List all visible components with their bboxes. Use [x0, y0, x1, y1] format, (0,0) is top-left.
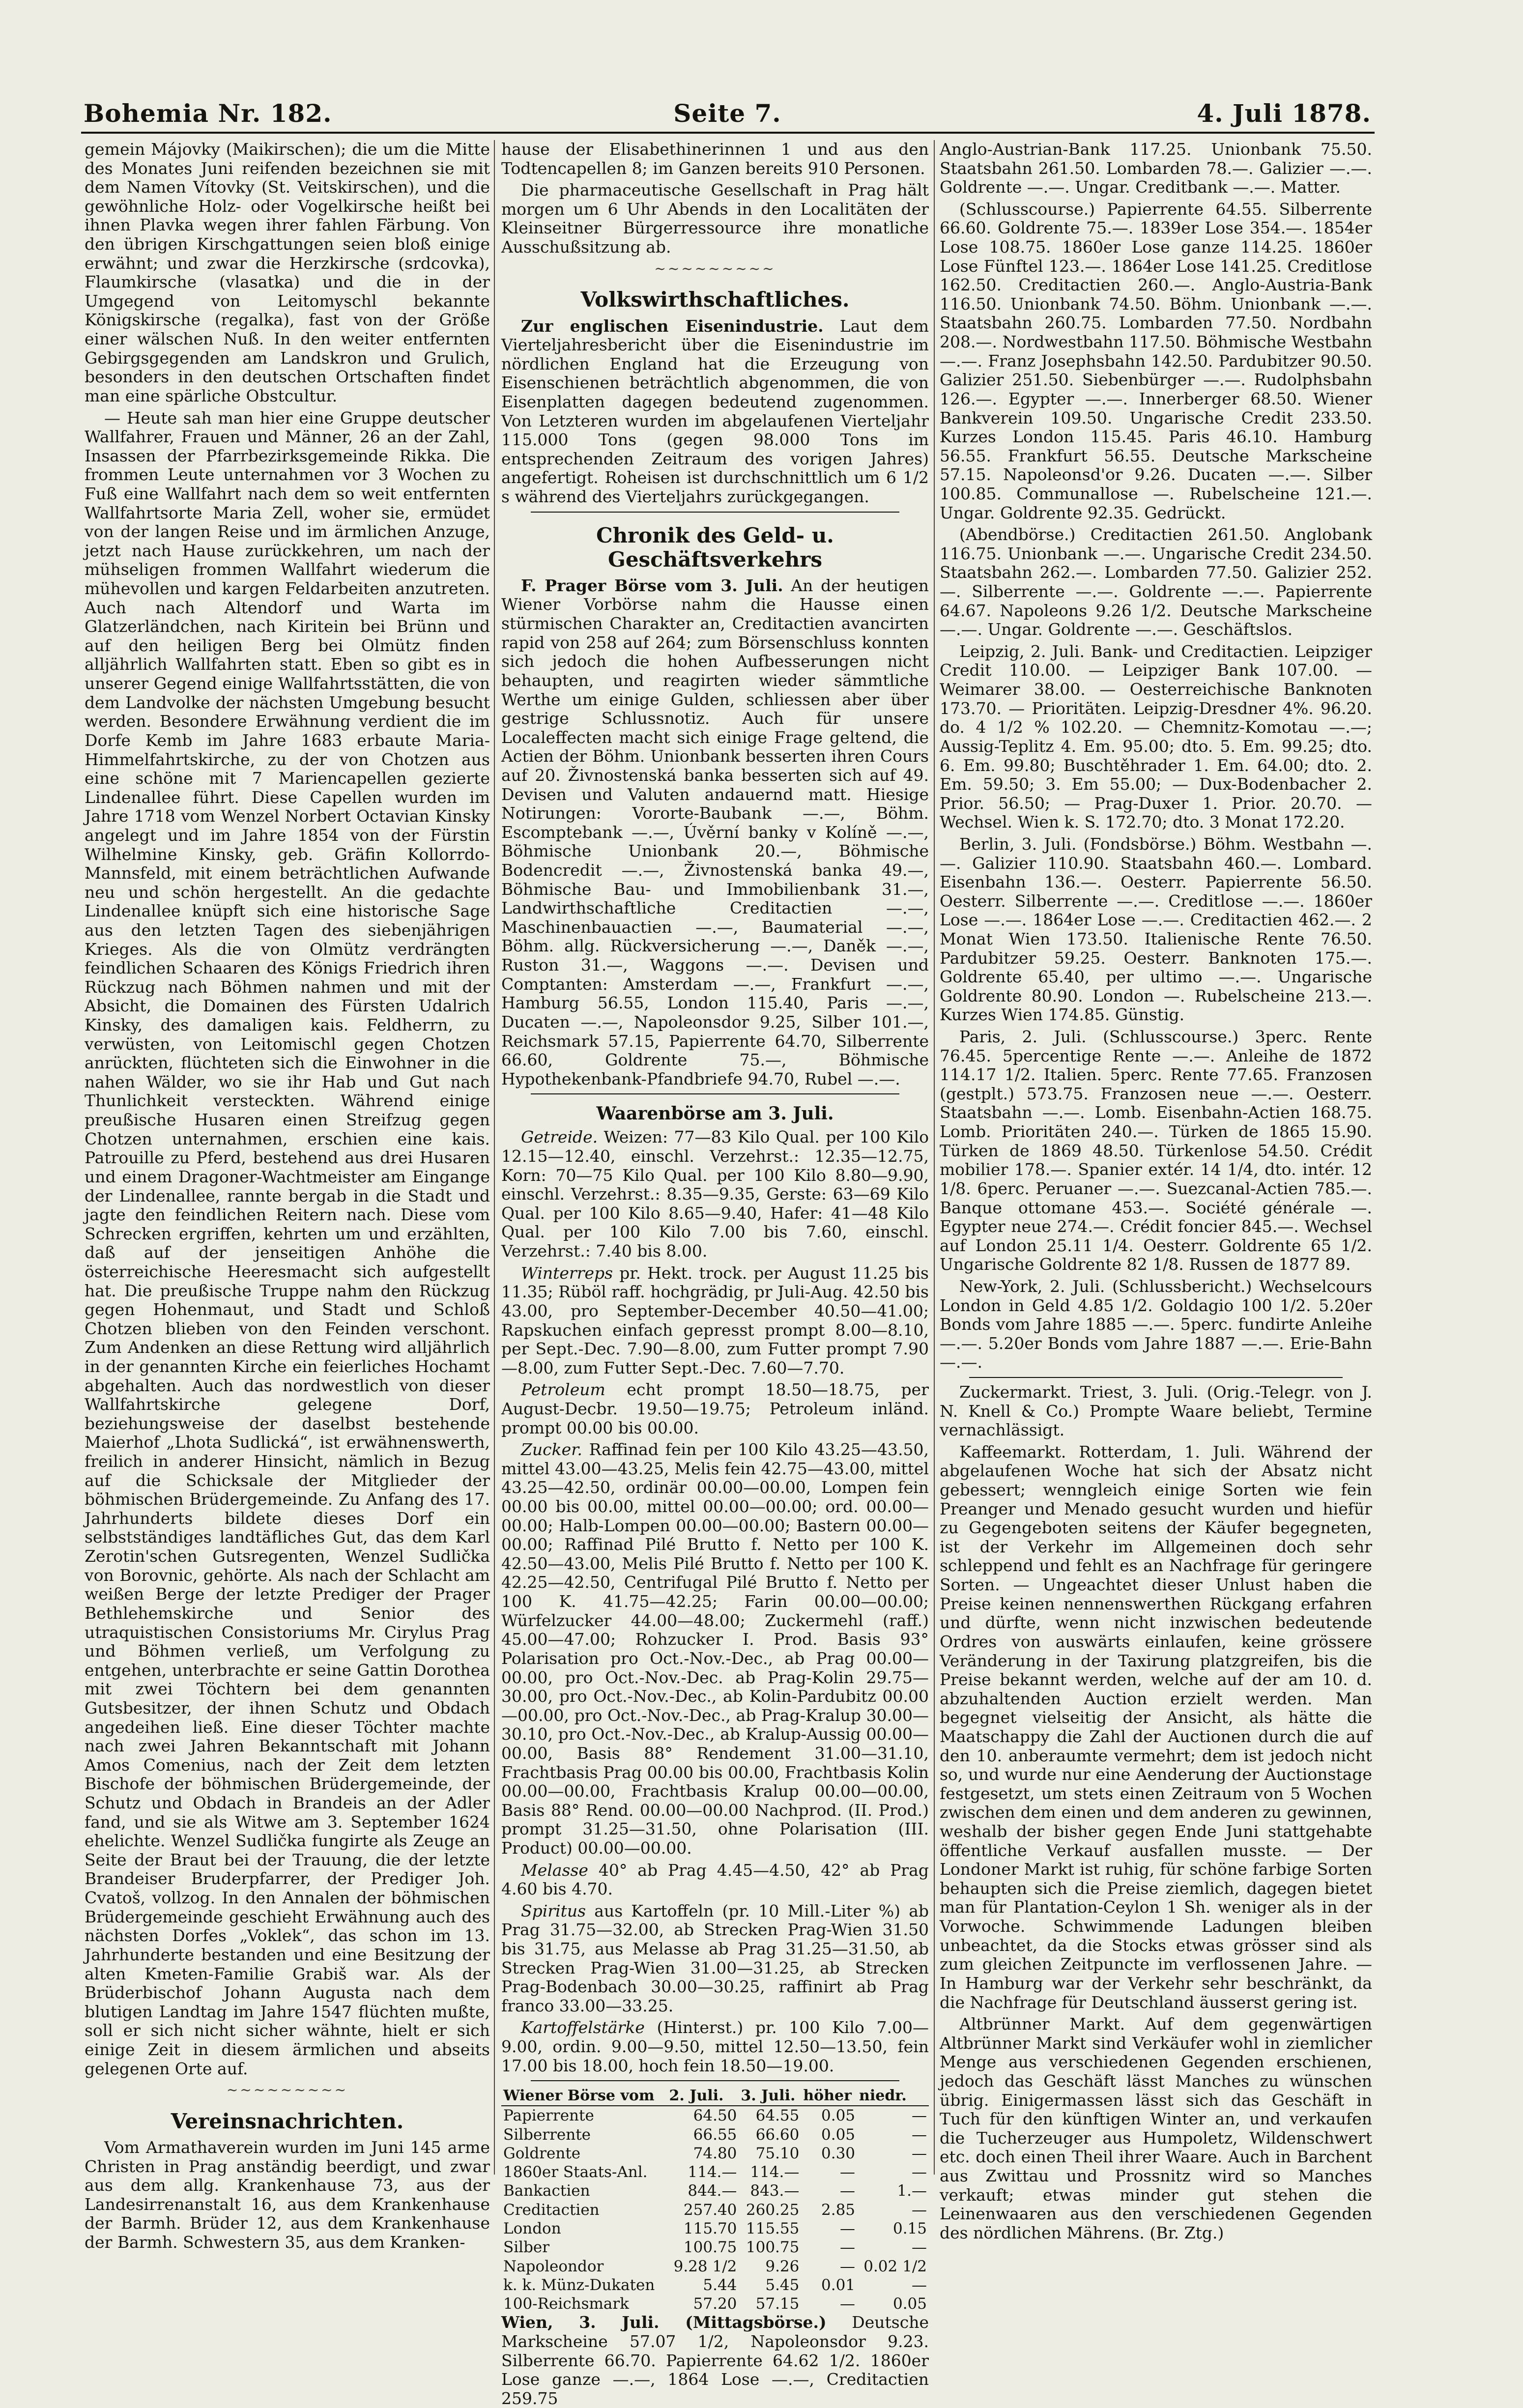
verein-paragraph: Vom Armathaverein wurden im Juni 145 arme Christen in Prag anständig beerdigt, und zwar aus dem allg. Krankenhause 73, aus der Landesirrenanstalt 16, aus dem Krankenhause der Barmh. Brüder 12, aus dem Krankenhause der Barmh. Schwestern 35, aus dem Kranken-	[85, 2138, 490, 2252]
waaren-lead: Winterreps	[521, 1263, 613, 1283]
waaren-text: (Hinterst.) pr. 100 Kilo 7.00—9.00, ordin. 9.00—9.50, mittel 12.50—13.50, fein 17.00 bis 18.00, hoch fein 18.50—19.00.	[501, 2018, 929, 2075]
waaren-lead: Melasse	[521, 1860, 588, 1880]
table-cell: 257.40	[683, 2201, 737, 2219]
table-row	[501, 2201, 929, 2219]
waaren-lead: Spiritus	[521, 1901, 586, 1921]
table-cell: —	[840, 2295, 856, 2313]
article-paragraph: gemein Májovky (Maikirschen); die um die Mitte des Monates Juni reifenden bezeichnen sie mit dem Namen Vítovky (St. Veitskirschen), und die gewöhnliche Holz- oder Vogelkirsche heißt bei ihnen Plavka wegen ihrer fahlen Färbung. Von den übrigen Kirschgattungen seien bloß einige erwähnt; und zwar die Herzkirsche (srdcovka), Flaumkirsche (vlasatka) und die in der Umgegend von Leitomyschl bekannte Königskirsche (regalka), fast von der Größe einer wälschen Nuß. In den weiter entfernten Gebirgsgegenden am Landskron und Grulich, besonders in den deutschen Ortschaften findet man eine spärliche Obstcultur.	[85, 140, 490, 405]
table-row	[501, 2219, 929, 2238]
table-cell: 64.55	[755, 2107, 800, 2125]
table-row	[501, 2144, 929, 2163]
table-row	[501, 2257, 929, 2276]
market-paragraph: (Abendbörse.) Creditactien 261.50. Anglobank 116.75. Unionbank —.—. Ungarische Credit 234.50. Staatsbahn 262.—. Lombarden 77.50. Galizier 252.—. Silberrente —.—. Goldrente —.—. Papierrente 64.67. Napoleons 9.26 1/2. Deutsche Markscheine —.—. Ungar. Goldrente —.—. Geschäftslos.	[940, 525, 1372, 639]
table-cell: Bankactien	[503, 2182, 590, 2200]
table-cell: 5.45	[765, 2276, 800, 2294]
market-paragraph-leipzig: Leipzig, 2. Juli. Bank- und Creditactien. Leipziger Credit 110.00. — Leipziger Bank 107.00. — Weimarer 38.00. — Oesterreichische Banknoten 173.70. — Prioritäten. Leipzig-Dresdner 4%. 96.20. do. 4 1/2 % 102.20. — Chemnitz-Komotau —.—; Aussig-Teplitz 4. Em. 95.00; dto. 5. Em. 99.25; dto. 6. Em. 99.80; Buschtěhrader 1. Em. 64.00; dto. 2. Em. 59.50; 3. Em 55.00; — Dux-Bodenbacher 2. Prior. 56.50; — Prag-Duxer 1. Prior. 20.70. — Wechsel. Wien k. S. 172.70; dto. 3 Monat 172.20.	[940, 641, 1372, 832]
table-header: niedr.	[857, 2086, 929, 2106]
divider-rule	[531, 512, 899, 513]
table-header: Wiener Börse vom	[501, 2086, 667, 2106]
table-cell: 0.01	[821, 2276, 856, 2294]
column-middle	[501, 140, 929, 2408]
table-cell: k. k. Münz-Dukaten	[503, 2276, 655, 2294]
table-cell: 57.15	[755, 2295, 800, 2313]
column-left	[85, 140, 490, 2252]
table-cell: —	[840, 2219, 856, 2237]
waaren-lead: Getreide.	[521, 1127, 598, 1147]
market-paragraph-paris: Paris, 2. Juli. (Schlusscourse.) 3perc. Rente 76.45. 5percentige Rente —.—. Anleihe de 1872 114.17 1/2. Italien. 5perc. Rente 77.65. Franzosen (gestplt.) 573.75. Franzosen neue —.—. Oesterr. Staatsbahn —.—. Lomb. Eisenbahn-Actien 168.75. Lomb. Prioritäten 240.—. Türken de 1865 15.90. Türken de 1869 48.50. Türkenlose 54.50. Crédit mobilier 178.—. Spanier extér. 14 1/4, dto. intér. 12 1/8. 6perc. Peruaner —.—. Suezcanal-Actien 785.—. Banque ottomane 453.—. Société générale —. Egypter neue 274.—. Crédit foncier 845.—. Wechsel auf London 25.11 1/4. Oesterr. Goldrente 65 1/2. Ungarische Goldrente 82 1/8. Russen de 1877 89.	[940, 1027, 1372, 1274]
table-cell: —	[840, 2257, 856, 2275]
table-cell: 66.55	[693, 2125, 737, 2144]
table-cell: Napoleondor	[503, 2257, 604, 2275]
table-cell: Silber	[503, 2238, 550, 2257]
table-cell: —	[840, 2238, 856, 2257]
wien-text: Deutsche Markscheine 57.07 1/2, Napoleonsdor 9.23. Silberrente 66.70. Papierrente 64.62 1/2. 1860er Lose ganze —.—, 1864 Lose —.—, Creditactien 259.75	[501, 2313, 929, 2408]
table-cell: —	[912, 2144, 927, 2162]
table-cell: 64.50	[693, 2107, 737, 2125]
table-cell: 844.—	[688, 2182, 737, 2200]
table-cell: 5.44	[703, 2276, 737, 2294]
table-header: 3. Juli.	[739, 2086, 801, 2106]
waaren-text: pr. Hekt. trock. per August 11.25 bis 11.35; Rüböl raff. hochgrädig, pr Juli-Aug. 42.50 bis 43.00, pro September-December 40.50—41.00; Rapskuchen einfach gepresst prompt 8.00—8.10, per Sept.-Dec. 7.90—8.00, zum Futter prompt 7.90—8.00, zum Futter Sept.-Dec. 7.60—7.70.	[501, 1263, 929, 1377]
boerse-text: An der heutigen Wiener Vorbörse nahm die Hausse einen stürmischen Charakter an, Creditactien avancirten rapid von 258 auf 264; zum Börsenschluss konnten sich jedoch die hohen Aufbesserungen nicht behaupten, und reagirten wieder sämmtliche Werthe um einige Gulden, schliessen aber über gestrige Schlussnotiz. Auch für unsere Localeffecten macht sich einige Frage geltend, die Actien der Böhm. Unionbank besserten ihren Cours auf 20. Živnostenská banka besserten sich auf 49. Devisen und Valuten andauernd matt. Hiesige Notirungen: Vororte-Baubank —.—, Böhm. Escomptebank —.—, Úvěrní banky v Kolíně —.—, Böhmische Unionbank 20.—, Böhmische Bodencredit —.—, Živnostenská banka 49.—, Böhmische Bau- und Immobilienbank 31.—, Landwirthschaftliche Creditactien —.—, Maschinenbauactien —.—, Baumaterial —.—, Böhm. allg. Rückversicherung —.—, Daněk —.—, Ruston 31.—, Waggons —.—. Devisen und Comptanten: Amsterdam —.—, Frankfurt —.—, Hamburg 56.55, London 115.40, Paris —.—, Ducaten —.—, Napoleonsdor 9.25, Silber 101.—, Reichsmark 57.15, Papierrente 64.70, Silberrente 66.60, Goldrente 75.—, Böhmische Hypothekenbank-Pfandbriefe 94.70, Rubel —.—.	[501, 575, 929, 1089]
table-row	[501, 2163, 929, 2181]
boerse-lead: F. Prager Börse vom 3. Juli.	[521, 575, 783, 595]
table-header: 2. Juli.	[667, 2086, 739, 2106]
table-cell: 0.05	[821, 2107, 856, 2125]
page-number: Seite 7.	[673, 99, 781, 128]
table-cell: —	[912, 2201, 927, 2219]
table-cell: 843.—	[750, 2182, 800, 2200]
table-cell: 9.26	[765, 2257, 800, 2275]
table-cell: 0.15	[892, 2219, 927, 2237]
table-cell: 100.75	[746, 2238, 800, 2257]
market-paragraph-newyork: New-York, 2. Juli. (Schlussbericht.) Wechselcours London in Geld 4.85 1/2. Goldagio 100 1/2. 5.20er Bonds vom Jahre 1885 —.—. 5perc. fundirte Anleihe —.—. 5.20er Bonds vom Jahre 1887 —.—. Erie-Bahn —.—.	[940, 1276, 1372, 1372]
market-paragraph: Anglo-Austrian-Bank 117.25. Unionbank 75.50. Staatsbahn 261.50. Lombarden 78.—. Galizier —.—. Goldrente —.—. Ungar. Creditbank —.—. Matter.	[940, 140, 1372, 197]
newspaper-issue: Bohemia Nr. 182.	[84, 99, 332, 128]
table-row	[501, 2106, 929, 2125]
table-cell: 1.—	[897, 2182, 927, 2200]
table-cell: —	[912, 2163, 927, 2181]
column-divider	[494, 140, 495, 2175]
table-cell: 114.—	[688, 2163, 737, 2181]
divider-rule	[531, 1093, 899, 1094]
pharma-paragraph: Die pharmaceutische Gesellschaft in Prag hält morgen um 6 Uhr Abends in den Localitäten der Kleinseitner Bürgerressource ihre monatliche Ausschußsitzung ab.	[501, 180, 929, 257]
table-cell: 0.02 1/2	[863, 2257, 927, 2275]
table-cell: 115.55	[746, 2219, 800, 2237]
kaffeemarkt-paragraph: Kaffeemarkt. Rotterdam, 1. Juli. Während der abgelaufenen Woche hat sich der Absatz nicht gebessert; wenngleich einige Sorten wie fein Preanger und Menado gesucht wurden und hiefür zu Gegengeboten seitens der Käufer begegneten, ist der Verkehr im Allgemeinen doch sehr schleppend und fehlt es an Nachfrage für geringere Sorten. — Ungeachtet dieser Unlust haben die Preise keinen nennenswerthen Rückgang erfahren und dürfte, wenn nicht inzwischen bedeutende Ordres von auswärts einlaufen, keine grössere Veränderung in der Taxirung platzgreifen, bis die Preise bekannt werden, welche auf der am 10. d. abzuhaltenden Auction erzielt werden. Man begegnet vielseitig der Ansicht, als hätte die Maatschappy die Zahl der Auctionen durch die auf den 10. anberaumte vermehrt; dem ist jedoch nicht so, und wurde nur eine Aenderung der Auctionstage festgesetzt, um stets einen Zeitraum von 5 Wochen zwischen dem einen und dem anderen zu gewinnen, weshalb der bisher gegen Ende Juni stattgehabte öffentliche Verkauf ausfallen musste. — Der Londoner Markt ist ruhig, für schöne farbige Sorten behaupten sich die Preise ziemlich, dagegen bietet man für Plantation-Ceylon 1 Sh. weniger als in der Vorwoche. Schwimmende Ladungen bleiben unbeachtet, da die Stocks etwas grösser sind als zum gleichen Zeitpuncte im verflossenen Jahre. — In Hamburg war der Verkehr sehr beschränkt, da die Nachfrage für Deutschland äusserst gering ist.	[940, 1442, 1372, 2012]
table-cell: 100.75	[683, 2238, 737, 2257]
table-cell: —	[912, 2276, 927, 2294]
wien-lead: Wien, 3. Juli. (Mittagsbörse.)	[501, 2313, 827, 2332]
divider-rule	[531, 2080, 899, 2081]
table-cell: —	[840, 2182, 856, 2200]
wiener-boerse-table	[501, 2086, 929, 2313]
table-cell: 0.05	[821, 2125, 856, 2144]
waaren-title: Waarenbörse am 3. Juli.	[596, 1103, 834, 1124]
page-header	[84, 86, 1371, 128]
table-cell: 74.80	[693, 2144, 737, 2162]
table-row	[501, 2276, 929, 2294]
section-title-chronik: Chronik des Geld- u. Geschäftsverkehrs	[596, 523, 834, 572]
table-cell: London	[503, 2219, 561, 2237]
table-cell: 57.20	[693, 2295, 737, 2313]
table-cell: —	[912, 2107, 927, 2125]
table-cell: 0.05	[892, 2295, 927, 2313]
article-paragraph: hause der Elisabethinerinnen 1 und aus den Todtencapellen 8; im Ganzen bereits 910 Personen.	[501, 140, 929, 178]
market-paragraph-berlin: Berlin, 3. Juli. (Fondsbörse.) Böhm. Westbahn —.—. Galizier 110.90. Staatsbahn 460.—. Lombard. Eisenbahn 136.—. Oesterr. Papierrente 56.50. Oesterr. Silberrente —.—. Creditlose —.—. 1860er Lose —.—. 1864er Lose —.—. Creditactien 462.—. 2 Monat Wien 173.50. Italienische Rente 76.50. Pardubitzer 59.25. Oesterr. Banknoten 175.—. Goldrente 65.40, per ultimo —.—. Ungarische Goldrente 80.90. London —. Rubelscheine 213.—. Kurzes Wien 174.85. Günstig.	[940, 834, 1372, 1025]
table-cell: 75.10	[755, 2144, 800, 2162]
waaren-text: Raffinad fein per 100 Kilo 43.25—43.50, mittel 43.00—43.25, Melis fein 42.75—43.00, mittel 43.25—42.50, ordinär 00.00—00.00, Lompen fein 00.00 bis 00.00, mittel 00.00—00.00; ord. 00.00—00.00; Halb-Lompen 00.00—00.00; Bastern 00.00—00.00; Raffinad Pilé Brutto f. Netto per 100 K. 42.50—43.00, Melis Pilé Brutto f. Netto per 100 K. 42.25—42.50, Centrifugal Pilé Brutto f. Netto per 100 K. 41.75—42.25; Farin 00.00—00.00; Würfelzucker 44.00—48.00; Zuckermehl (raff.) 45.00—47.00; Rohzucker I. Prod. Basis 93° Polarisation pro Oct.-Nov.-Dec., ab Prag 00.00—00.00, pro Oct.-Nov.-Dec. ab Prag-Kolin 29.75—30.00, pro Oct.-Nov.-Dec., ab Kolin-Pardubitz 00.00—00.00, pro Oct.-Nov.-Dec., ab Prag-Kralup 30.00—30.10, pro Oct.-Nov.-Dec., ab Kralup-Aussig 00.00—00.00, Basis 88° Rendement 31.00—31.10, Frachtbasis Prag 00.00 bis 00.00, Frachtbasis Kolin 00.00—00.00, Frachtbasis Kralup 00.00—00.00, Basis 88° Rend. 00.00—00.00 Nachprod. (II. Prod.) prompt 31.25—31.50, ohne Polarisation (III. Product) 00.00—00.00.	[501, 1440, 929, 1858]
eisen-text: Laut dem Vierteljahresbericht über die Eisenindustrie im nördlichen England hat die Erzeugung von Eisenschienen beträchtlich abgenommen, die von Eisenplatten dagegen bedeutend zugenommen. Von Letzteren wurden im abgelaufenen Vierteljahr 115.000 Tons (gegen 98.000 Tons im entsprechenden Zeitraum des vorigen Jahres) angefertigt. Roheisen ist durchschnittlich um 6 1/2 s während des Vierteljahrs zurückgegangen.	[501, 316, 929, 507]
divider-rule	[969, 1377, 1343, 1378]
table-cell: —	[840, 2163, 856, 2181]
table-row	[501, 2125, 929, 2144]
section-title-volkswirthschaft: Volkswirthschaftliches.	[580, 287, 850, 312]
table-cell: 100-Reichsmark	[503, 2295, 629, 2313]
table-header: höher	[801, 2086, 857, 2106]
table-row	[501, 2181, 929, 2200]
section-ornament: ~~~~~~~~~	[226, 2082, 348, 2098]
table-cell: 114.—	[750, 2163, 800, 2181]
eisen-lead: Zur englischen Eisenindustrie.	[521, 316, 824, 336]
table-cell: 66.60	[755, 2125, 800, 2144]
column-right	[940, 140, 1372, 2242]
article-paragraph: — Heute sah man hier eine Gruppe deutscher Wallfahrer, Frauen und Männer, 26 an der Zahl, Insassen der Pfarrbezirksgemeinde Rikka. Die frommen Leute unternahmen vor 3 Wochen zu Fuß eine Wallfahrt nach dem so weit entfernten Wallfahrtsorte Maria Zell, woher sie, ermüdet von der langen Reise und im ärmlichen Anzuge, jetzt nach Hause zurückkehren, um nach der mühseligen frommen Wallfahrt wiederum die mühevollen und kargen Feldarbeiten anzutreten. Auch nach Altendorf und Warta im Glatzerländchen, nach Kiritein bei Brünn und auf den heiligen Berg bei Olmütz finden alljährlich Wallfahrten statt. Eben so gibt es in unserer Gegend einige Wallfahrtsstätten, die von dem Landvolke der nächsten Umgebung besucht werden. Besondere Erwähnung verdient die im Dorfe Kemb im Jahre 1683 erbaute Maria-Himmelfahrtskirche, zu der von Chotzen aus eine schöne mit 7 Mariencapellen gezierte Lindenallee führt. Diese Capellen wurden im Jahre 1718 vom Wenzel Norbert Octavian Kinsky angelegt und im Jahre 1854 von der Fürstin Wilhelmine Kinsky, geb. Gräfin Kollorrdo-Mannsfeld, mit einem beträchtlichen Aufwande neu und schön hergestellt. An die gedachte Lindenallee knüpft sich eine historische Sage aus den letzten Tagen des siebenjährigen Krieges. Als die von Olmütz verdrängten feindlichen Schaaren des Königs Friedrich ihren Rückzug nach Böhmen nahmen und mit der Absicht, die Domainen des Fürsten Udalrich Kinsky, des damaligen kais. Feldherrn, zu verwüsten, von Leitomischl gegen Chotzen anrückten, flüchteten sich die Einwohner in die nahen Wälder, wo sie ihr Hab und Gut nach Thunlichkeit versteckten. Während einige preußische Husaren einen Streifzug gegen Chotzen unternahmen, erschien eine kais. Patrouille zu Pferd, bestehend aus drei Husaren und einem Dragoner-Wachtmeister am Eingange der Lindenallee, rannte bergab in die Stadt und jagte den feindlichen Reitern nach. Diese vom Schrecken ergriffen, kehrten um und erzählten, daß auf der jenseitigen Anhöhe die österreichische Heeresmacht sich aufgestellt hat. Die preußische Truppe nahm den Rückzug gegen Hohenmaut, und Stadt und Schloß Chotzen blieben von den Feinden verschont. Zum Andenken an diese Rettung wird alljährlich in der genannten Kirche ein feierliches Hochamt abgehalten. Auch das nordwestlich von dieser Wallfahrtskirche gelegene Dorf, beziehungsweise der daselbst bestehende Maierhof „Lhota Sudlická“, ist erwähnenswerth, freilich in anderer Hinsicht, nämlich in Bezug auf die Schicksale der Mitglieder der böhmischen Brüdergemeinde. Zu Anfang des 17. Jahrhunderts bildete dieses Dorf ein selbstständiges landtäfliches Gut, das dem Karl Zerotin'schen Gutsregenten, Wenzel Sudlička von Borovnic, gehörte. Als nach der Schlacht am weißen Berge der letzte Prediger der Prager Bethlehemskirche und Senior des utraquistischen Consistoriums Mr. Cirylus Prag und Böhmen verließ, um Verfolgung zu entgehen, unterbrachte er seine Gattin Dorothea mit zwei Töchtern bei dem genannten Gutsbesitzer, der ihnen Schutz und Obdach angedeihen ließ. Eine dieser Töchter machte nach zwei Jahren Bekanntschaft mit Johann Amos Comenius, nach der Zeit dem letzten Bischofe der böhmischen Brüdergemeinde, der Schutz und Obdach in Brandeis an der Adler fand, und sie als Witwe am 3. September 1624 ehelichte. Wenzel Sudlička fungirte als Zeuge an Seite der Braut bei der Trauung, die der letzte Brandeiser Bruderpfarrer, der Prediger Joh. Cvatoš, vollzog. In den Annalen der böhmischen Brüdergemeinde geschieht Erwähnung auch des nächsten Dorfes „Voklek“, das schon im 13. Jahrhunderte bestanden und eine Besitzung der alten Kmeten-Familie Grabiš war. Als der Brüderbischof Johann Augusta nach dem blutigen Landtag im Jahre 1547 flüchten mußte, soll er sich nicht sicher wähnte, hielt er sich einige Zeit in diesem ärmlichen und abseits gelegenen Orte auf.	[85, 408, 490, 2078]
waaren-text: 40° ab Prag 4.45—4.50, 42° ab Prag 4.60 bis 4.70.	[501, 1860, 929, 1899]
table-cell: 1860er Staats-Anl.	[503, 2163, 648, 2181]
waaren-text: echt prompt 18.50—18.75, per August-Decbr. 19.50—19.75; Petroleum inländ. prompt 00.00 bis 00.00.	[501, 1380, 929, 1437]
table-cell: 0.30	[821, 2144, 856, 2162]
table-cell: Creditactien	[503, 2201, 600, 2219]
waaren-text: Weizen: 77—83 Kilo Qual. per 100 Kilo 12.15—12.40, einschl. Verzehrst.: 12.35—12.75, Korn: 70—75 Kilo Qual. per 100 Kilo 8.80—9.90, einschl. Verzehrst.: 8.35—9.35, Gerste: 63—69 Kilo Qual. per 100 Kilo 8.65—9.40, Hafer: 41—48 Kilo Qual. per 100 Kilo 7.00 bis 7.60, einschl. Verzehrst.: 7.40 bis 8.00.	[501, 1127, 929, 1261]
market-paragraph: (Schlusscourse.) Papierrente 64.55. Silberrente 66.60. Goldrente 75.—. 1839er Lose 354.—. 1854er Lose 108.75. 1860er Lose ganze 114.25. 1860er Lose Fünftel 123.—. 1864er Lose 141.25. Creditlose 162.50. Creditactien 260.—. Anglo-Austria-Bank 116.50. Unionbank 74.50. Böhm. Unionbank —.—. Staatsbahn 260.75. Lombarden 77.50. Nordbahn 208.—. Nordwestbahn 117.50. Böhmische Westbahn —.—. Franz Josephsbahn 142.50. Pardubitzer 90.50. Galizier 251.50. Siebenbürger —.—. Rudolphsbahn 126.—. Egypter —.—. Innerberger 68.50. Wiener Bankverein 109.50. Ungarische Credit 233.50. Kurzes London 115.45. Paris 46.10. Hamburg 56.55. Frankfurt 56.55. Deutsche Markscheine 57.15. Napoleonsd'or 9.26. Ducaten —.—. Silber 100.85. Communallose —. Rubelscheine 121.—. Ungar. Goldrente 92.35. Gedrückt.	[940, 199, 1372, 522]
table-cell: 9.28 1/2	[673, 2257, 737, 2275]
altbruenner-markt-paragraph: Altbrünner Markt. Auf dem gegenwärtigen Altbrünner Markt sind Verkäufer wohl in ziemlicher Menge aus verschiedenen Gegenden erschienen, jedoch das Geschäft lässt Manches zu wünschen übrig. Einigermassen lässt sich das Geschäft in Tuch für den künftigen Winter an, und verkaufen die Tucherzeuger aus Humpoletz, Wildenschwert etc. doch einen Theil ihrer Waare. Auch in Barchent aus Zwittau und Prossnitz wird so Manches verkauft; etwas minder gut stehen die Leinenwaaren aus den verschiedenen Gegenden des nördlichen Mährens. (Br. Ztg.)	[940, 2014, 1372, 2242]
section-title-vereinsnachrichten: Vereinsnachrichten.	[171, 2109, 404, 2133]
zuckermarkt-paragraph: Zuckermarkt. Triest, 3. Juli. (Orig.-Telegr. von J. N. Knell & Co.) Prompte Waare beliebt, Termine vernachlässigt.	[940, 1382, 1372, 1440]
table-cell: Papierrente	[503, 2107, 594, 2125]
column-divider	[934, 140, 935, 2175]
table-cell: 2.85	[821, 2201, 856, 2219]
table-cell: Goldrente	[503, 2144, 581, 2162]
table-cell: 260.25	[746, 2201, 800, 2219]
table-row	[501, 2294, 929, 2313]
waaren-lead: Zucker.	[521, 1440, 582, 1460]
table-cell: Silberrente	[503, 2125, 591, 2144]
table-cell: —	[912, 2125, 927, 2144]
waaren-text: aus Kartoffeln (pr. 10 Mill.-Liter %) ab Prag 31.75—32.00, ab Strecken Prag-Wien 31.50 bis 31.75, aus Melasse ab Prag 31.25—31.50, ab Strecken Prag-Wien 31.00—31.25, ab Strecken Prag-Bodenbach 30.00—30.25, raffinirt ab Prag franco 33.00—33.25.	[501, 1901, 929, 2015]
table-row	[501, 2238, 929, 2257]
waaren-lead: Kartoffelstärke	[521, 2018, 645, 2037]
section-ornament: ~~~~~~~~~	[654, 260, 776, 277]
header-rule	[81, 132, 1375, 134]
waaren-lead: Petroleum	[521, 1380, 605, 1400]
issue-date: 4. Juli 1878.	[1197, 99, 1371, 128]
table-cell: 115.70	[683, 2219, 737, 2237]
table-cell: —	[912, 2238, 927, 2257]
